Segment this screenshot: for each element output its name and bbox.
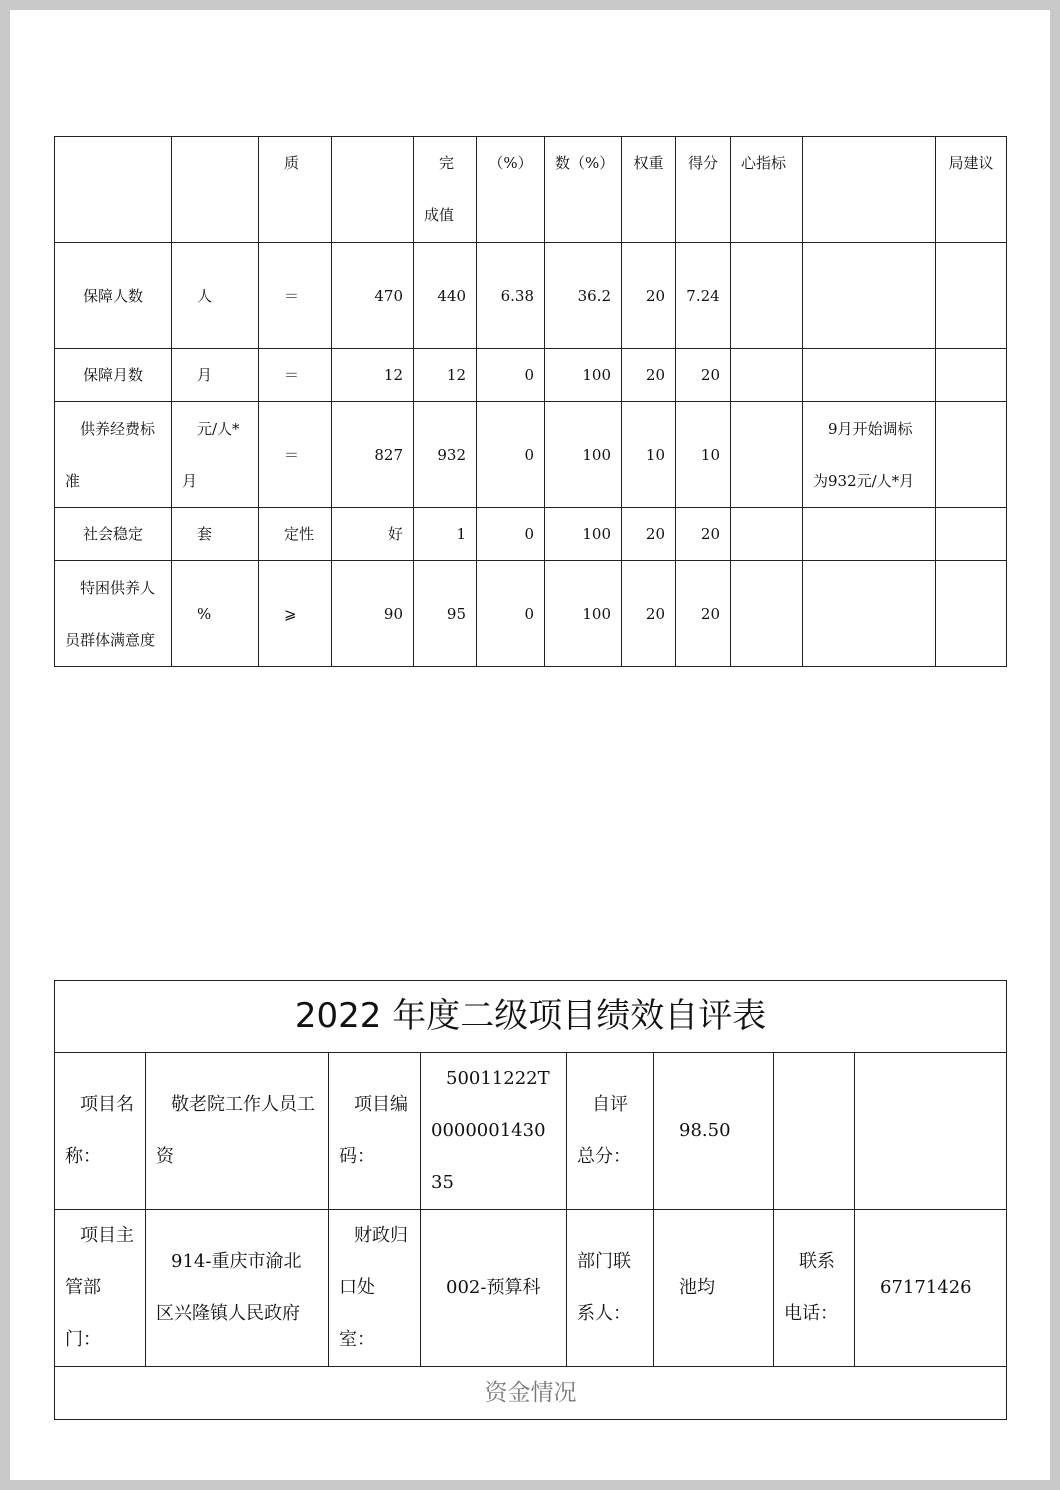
table-row (55, 349, 1007, 402)
finance-label: 财政归口处室： (329, 1210, 421, 1367)
phone-label: 联系电话： (774, 1210, 855, 1367)
project-name-label: 项目名称： (55, 1053, 146, 1210)
rate-cell: 100 (545, 349, 622, 402)
deviation-cell: 0 (477, 561, 545, 667)
weight-cell: 20 (622, 349, 676, 402)
nature-cell: 定性 (259, 508, 332, 561)
title-row (55, 981, 1007, 1053)
section-heading: 资金情况 (55, 1367, 1007, 1420)
header-cell: 得分 (676, 137, 731, 243)
project-code-label: 项目编码： (329, 1053, 421, 1210)
department-info-row (55, 1210, 1007, 1367)
score-cell: 20 (676, 508, 731, 561)
unit-cell: 月 (172, 349, 259, 402)
score-cell: 7.24 (676, 243, 731, 349)
indicator-name: 社会稳定 (55, 508, 172, 561)
table-row (55, 402, 1007, 508)
nature-cell: ＝ (259, 349, 332, 402)
target-cell: 12 (332, 349, 414, 402)
finance-value: 002-预算科 (421, 1210, 567, 1367)
unit-cell: % (172, 561, 259, 667)
unit-cell: 人 (172, 243, 259, 349)
core-cell (731, 243, 803, 349)
section-row (55, 1367, 1007, 1420)
dept-value: 914-重庆市渝北区兴隆镇人民政府 (146, 1210, 329, 1367)
core-cell (731, 349, 803, 402)
score-cell: 20 (676, 561, 731, 667)
indicator-name: 供养经费标准 (55, 402, 172, 508)
core-cell (731, 561, 803, 667)
empty-cell (855, 1053, 1007, 1210)
target-cell: 470 (332, 243, 414, 349)
score-cell: 20 (676, 349, 731, 402)
phone-value: 67171426 (855, 1210, 1007, 1367)
advice-cell (936, 349, 1007, 402)
table-row (55, 561, 1007, 667)
header-cell (55, 137, 172, 243)
advice-cell (936, 508, 1007, 561)
empty-cell (774, 1053, 855, 1210)
header-cell: 权重 (622, 137, 676, 243)
target-cell: 好 (332, 508, 414, 561)
actual-cell: 932 (414, 402, 477, 508)
note-cell (803, 561, 936, 667)
header-cell (803, 137, 936, 243)
header-cell (332, 137, 414, 243)
table-row (55, 243, 1007, 349)
project-code-value: 50011222T000000143035 (421, 1053, 567, 1210)
indicator-name: 保障月数 (55, 349, 172, 402)
unit-cell: 套 (172, 508, 259, 561)
target-cell: 90 (332, 561, 414, 667)
weight-cell: 20 (622, 243, 676, 349)
indicator-name: 特困供养人员群体满意度 (55, 561, 172, 667)
note-cell: 9月开始调标为932元/人*月 (803, 402, 936, 508)
advice-cell (936, 243, 1007, 349)
dept-label: 项目主管部门： (55, 1210, 146, 1367)
deviation-cell: 0 (477, 402, 545, 508)
header-cell: 局建议 (936, 137, 1007, 243)
nature-cell: ⩾ (259, 561, 332, 667)
target-cell: 827 (332, 402, 414, 508)
advice-cell (936, 402, 1007, 508)
core-cell (731, 508, 803, 561)
nature-cell: ＝ (259, 243, 332, 349)
weight-cell: 10 (622, 402, 676, 508)
core-cell (731, 402, 803, 508)
page-title: 2022 年度二级项目绩效自评表 (55, 981, 1007, 1053)
header-cell: 心指标 (731, 137, 803, 243)
rate-cell: 100 (545, 561, 622, 667)
contact-value: 池均 (654, 1210, 774, 1367)
score-cell: 10 (676, 402, 731, 508)
note-cell (803, 508, 936, 561)
total-score-label: 自评总分： (567, 1053, 654, 1210)
header-cell (172, 137, 259, 243)
header-cell: 质 (259, 137, 332, 243)
actual-cell: 440 (414, 243, 477, 349)
rate-cell: 100 (545, 402, 622, 508)
deviation-cell: 0 (477, 349, 545, 402)
weight-cell: 20 (622, 561, 676, 667)
actual-cell: 1 (414, 508, 477, 561)
advice-cell (936, 561, 1007, 667)
rate-cell: 100 (545, 508, 622, 561)
table-row (55, 508, 1007, 561)
nature-cell: ＝ (259, 402, 332, 508)
deviation-cell: 6.38 (477, 243, 545, 349)
performance-eval-table (54, 980, 1007, 1420)
project-name-value: 敬老院工作人员工资 (146, 1053, 329, 1210)
document-page (10, 10, 1050, 1480)
total-score-value: 98.50 (654, 1053, 774, 1210)
indicator-table (54, 136, 1007, 667)
actual-cell: 95 (414, 561, 477, 667)
header-cell: （%） (477, 137, 545, 243)
header-cell: 完成值 (414, 137, 477, 243)
indicator-name: 保障人数 (55, 243, 172, 349)
indicator-header-row (55, 137, 1007, 243)
actual-cell: 12 (414, 349, 477, 402)
project-info-row (55, 1053, 1007, 1210)
unit-cell: 元/人*月 (172, 402, 259, 508)
deviation-cell: 0 (477, 508, 545, 561)
rate-cell: 36.2 (545, 243, 622, 349)
header-cell: 数（%） (545, 137, 622, 243)
contact-label: 部门联系人： (567, 1210, 654, 1367)
note-cell (803, 243, 936, 349)
weight-cell: 20 (622, 508, 676, 561)
note-cell (803, 349, 936, 402)
